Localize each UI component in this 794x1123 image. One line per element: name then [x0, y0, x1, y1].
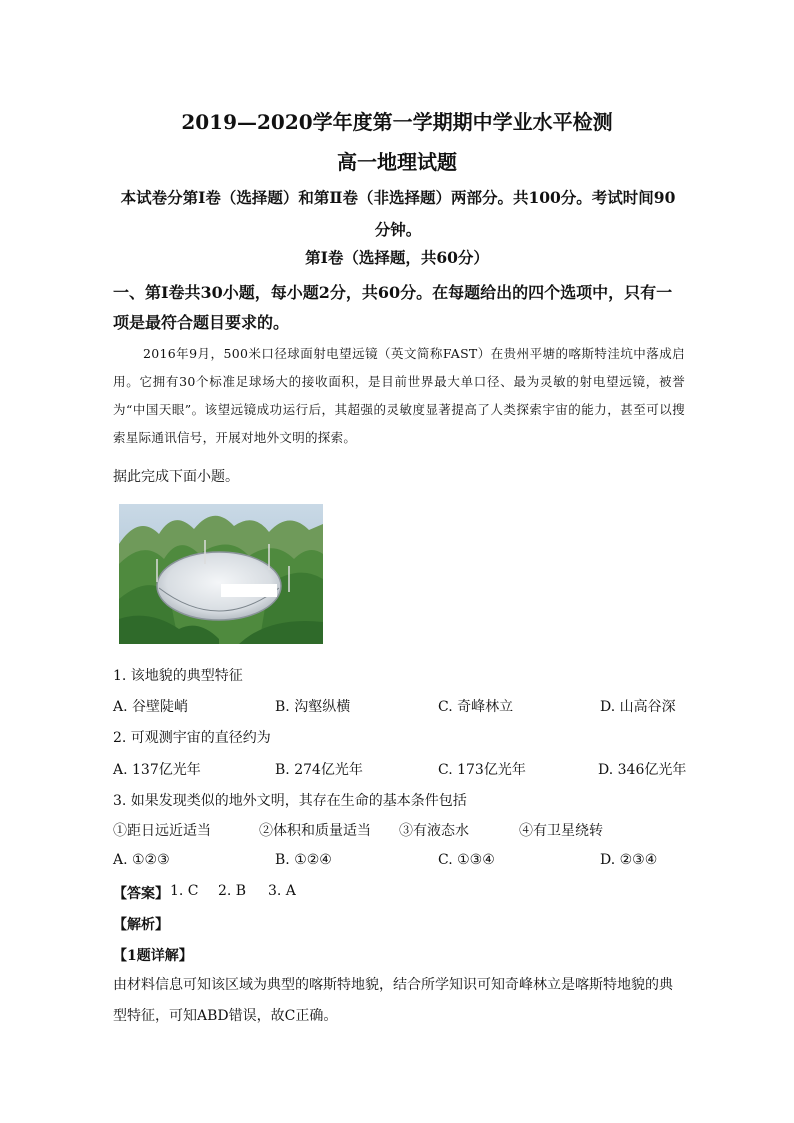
material-passage	[113, 340, 685, 452]
question-2-stem: 2. 可观测宇宙的直径约为	[113, 730, 271, 746]
question-3-condition-1: ①距日远近适当	[113, 823, 211, 839]
material-lead: 据此完成下面小题。	[113, 469, 239, 485]
section-title: 第Ⅰ卷（选择题，共60分）	[305, 248, 489, 267]
question-2-option-d: D. 346亿光年	[598, 762, 687, 778]
question-1-option-b: B. 沟壑纵横	[275, 699, 351, 715]
question-3-condition-3: ③有液态水	[399, 823, 469, 839]
analysis-q1-text: 由材料信息可知该区域为典型的喀斯特地貌，结合所学知识可知奇峰林立是喀斯特地貌的典型特征，可知ABD错误，故C正确。	[113, 977, 673, 1024]
question-1-option-c: C. 奇峰林立	[438, 699, 514, 715]
answer-1: 1. C	[170, 883, 199, 899]
section-instruction: 一、第Ⅰ卷共30小题，每小题2分，共60分。在每题给出的四个选项中，只有一项是最符合题目要求的。	[113, 283, 673, 332]
question-3-condition-2: ②体积和质量适当	[259, 823, 371, 839]
analysis-q1-label: 【1题详解】	[113, 948, 193, 964]
question-3-option-c: C. ①③④	[438, 852, 495, 868]
question-1-option-a: A. 谷壁陡峭	[113, 699, 189, 715]
question-2-option-a: A. 137亿光年	[113, 762, 201, 778]
question-3-condition-4: ④有卫星绕转	[519, 823, 603, 839]
answer-2: 2. B	[218, 883, 247, 899]
answer-3: 3. A	[268, 883, 296, 899]
answer-label: 【答案】	[113, 886, 169, 902]
question-2-option-b: B. 274亿光年	[275, 762, 363, 778]
question-3-stem: 3. 如果发现类似的地外文明，其存在生命的基本条件包括	[113, 793, 467, 809]
question-2-option-c: C. 173亿光年	[438, 762, 526, 778]
question-1-stem: 1. 该地貌的典型特征	[113, 668, 243, 684]
analysis-label: 【解析】	[113, 917, 169, 933]
exam-title: 2019—2020学年度第一学期期中学业水平检测	[181, 110, 613, 134]
question-3-option-b: B. ①②④	[275, 852, 332, 868]
material-passage-text: 2016年9月，500米口径球面射电望远镜（英文简称FAST）在贵州平塘的喀斯特洼坑中落成启用。它拥有30个标准足球场大的接收面积，是目前世界最大单口径、最为灵敏的射电望远镜，被誉为“中国天眼”。该望远镜成功运行后，其超强的灵敏度显著提高了人类探索宇宙的能力，甚至可以搜索星际通讯信号，开展对地外文明的探索。	[113, 346, 685, 445]
exam-subtitle: 高一地理试题	[337, 150, 457, 174]
exam-intro: 本试卷分第Ⅰ卷（选择题）和第Ⅱ卷（非选择题）两部分。共100分。考试时间90分钟。	[120, 188, 676, 239]
fast-telescope-photo	[119, 504, 323, 644]
question-3-option-a: A. ①②③	[113, 852, 170, 868]
question-1-option-d: D. 山高谷深	[600, 699, 676, 715]
question-3-option-d: D. ②③④	[600, 852, 658, 868]
